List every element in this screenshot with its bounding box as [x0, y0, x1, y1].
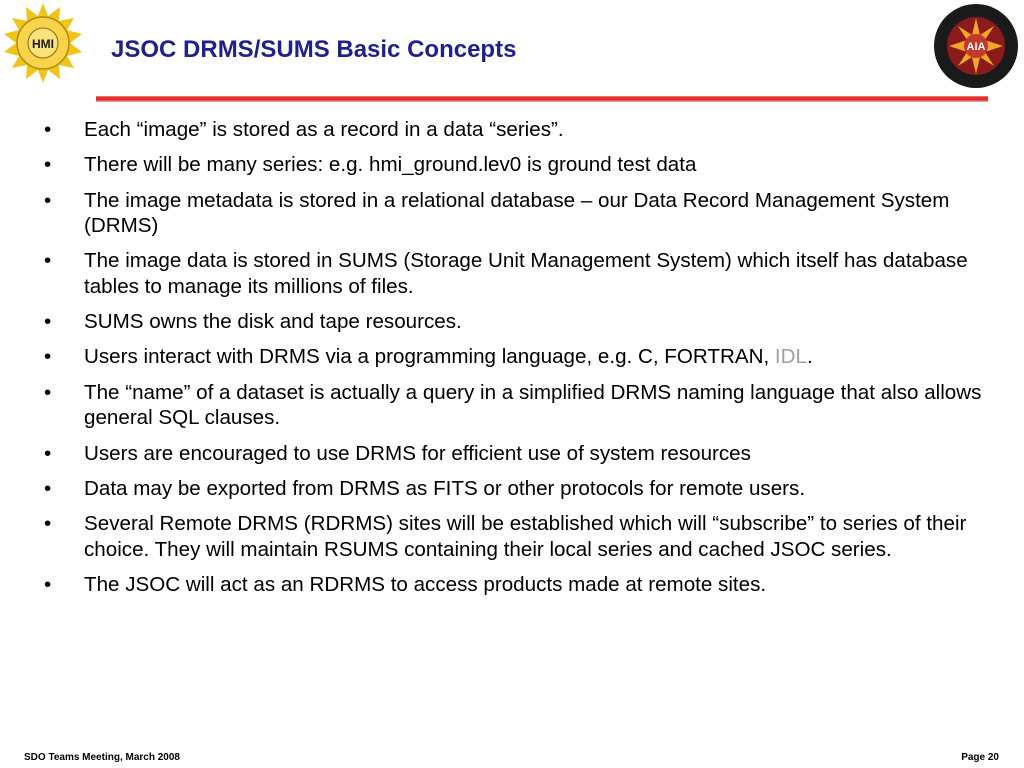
bullet-text: Several Remote DRMS (RDRMS) sites will be established which will “subscribe” to series of their choice. They will maintain RSUMS containing their local series and cached JSOC series.: [84, 512, 967, 561]
bullet-text: Users are encouraged to use DRMS for efficient use of system resources: [84, 441, 751, 465]
idl-link[interactable]: IDL: [774, 345, 807, 369]
bullet-item: [44, 441, 1014, 467]
bullet-item: [44, 248, 1014, 299]
bullet-text: SUMS owns the disk and tape resources.: [84, 310, 462, 334]
hmi-logo-text: HMI: [32, 37, 54, 51]
bullet-text: The “name” of a dataset is actually a query in a simplified DRMS naming language that also allows general SQL clauses.: [84, 380, 982, 430]
bullet-item: [44, 476, 1014, 502]
footer-meeting-label: SDO Teams Meeting, March 2008: [24, 752, 180, 763]
bullet-item: [44, 152, 1014, 178]
bullet-item: [44, 188, 1014, 239]
bullet-text: There will be many series: e.g. hmi_ground.lev0 is ground test data: [84, 153, 697, 177]
bullet-item: [44, 380, 1014, 431]
bullet-text: Users interact with DRMS via a programming language, e.g. C, FORTRAN,: [84, 345, 775, 369]
bullet-list: [44, 117, 1014, 607]
bullet-item: [44, 572, 1014, 598]
bullet-text-suffix: .: [806, 345, 813, 369]
bullet-item: [44, 309, 1014, 335]
bullet-item: [44, 511, 1014, 562]
bullet-text: The image data is stored in SUMS (Storage Unit Management System) which itself has database tables to manage its millions of files.: [84, 249, 968, 298]
bullet-item: [44, 344, 1014, 370]
footer-page-number: Page 20: [961, 752, 999, 763]
title-divider: [96, 96, 988, 102]
bullet-text: Data may be exported from DRMS as FITS or other protocols for remote users.: [84, 476, 806, 500]
bullet-text: The JSOC will act as an RDRMS to access products made at remote sites.: [84, 572, 767, 596]
aia-logo: [932, 2, 1020, 90]
aia-logo-text: AIA: [966, 41, 986, 53]
bullet-text: The image metadata is stored in a relational database – our Data Record Management System (DRMS): [84, 188, 950, 238]
bullet-text: Each “image” is stored as a record in a data “series”.: [84, 118, 564, 141]
bullet-item: [44, 117, 1014, 143]
slide-title: JSOC DRMS/SUMS Basic Concepts: [111, 36, 517, 63]
hmi-logo: [2, 2, 84, 84]
